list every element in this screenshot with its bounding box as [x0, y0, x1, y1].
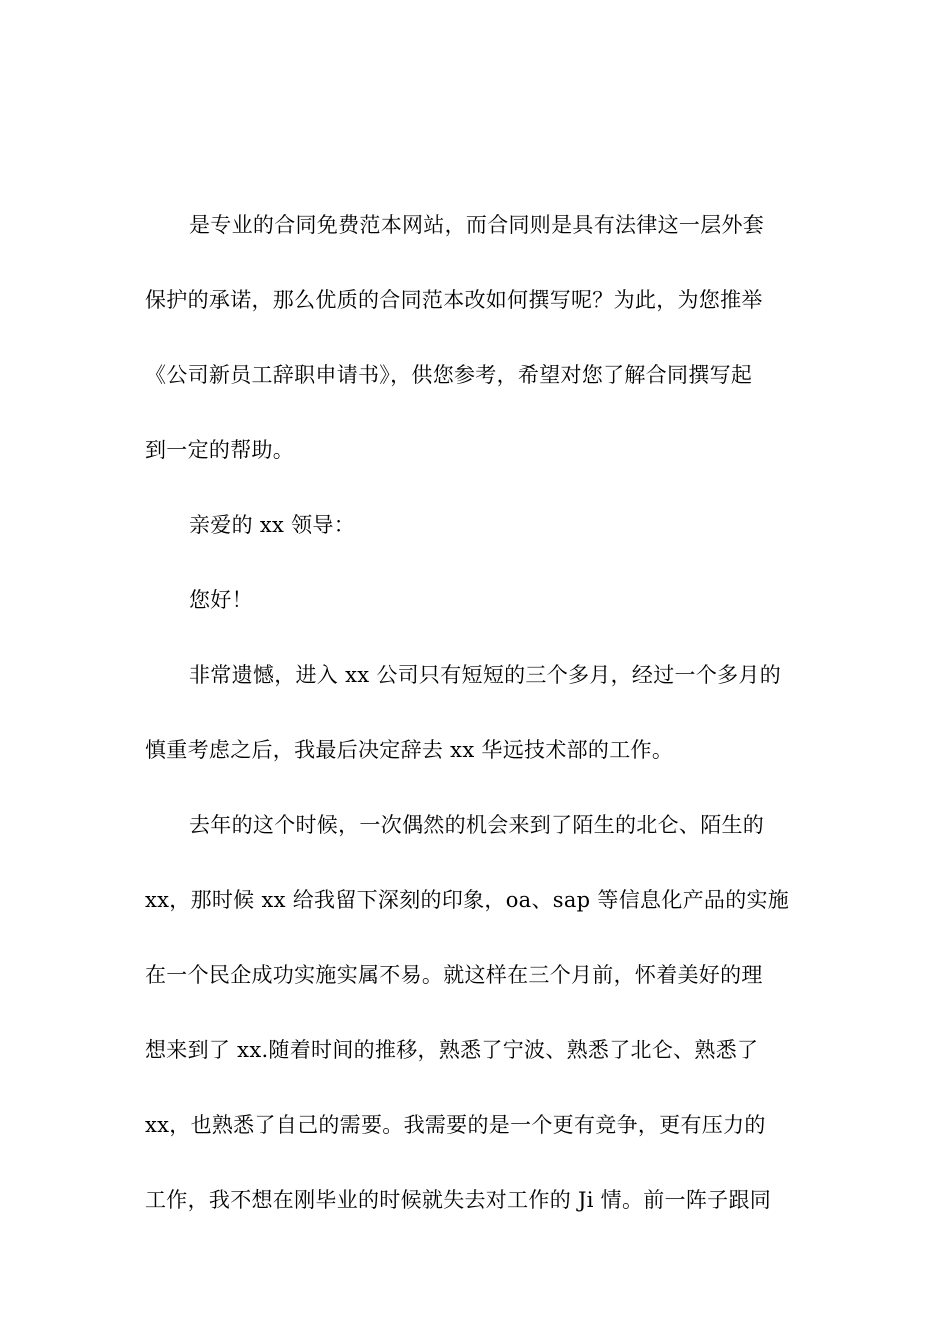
paragraph-story-line-6: 工作，我不想在刚毕业的时候就失去对工作的 Ji 情。前一阵子跟同: [145, 1188, 772, 1212]
paragraph-intro-line-3: 《公司新员工辞职申请书》，供您参考，希望对您了解合同撰写起: [145, 363, 753, 387]
paragraph-intro-line-2: 保护的承诺，那么优质的合同范本改如何撰写呢？为此，为您推举: [145, 288, 763, 312]
paragraph-intro-line-1: 是专业的合同免费范本网站，而合同则是具有法律这一层外套: [189, 213, 765, 237]
paragraph-story-line-1: 去年的这个时候，一次偶然的机会来到了陌生的北仑、陌生的: [189, 813, 765, 837]
paragraph-story-line-3: 在一个民企成功实施实属不易。就这样在三个月前，怀着美好的理: [145, 963, 763, 987]
paragraph-decision-line-1: 非常遗憾，进入 xx 公司只有短短的三个多月，经过一个多月的: [189, 663, 782, 687]
paragraph-story-line-2: xx，那时候 xx 给我留下深刻的印象，oa、sap 等信息化产品的实施: [145, 888, 790, 912]
paragraph-story-line-5: xx，也熟悉了自己的需要。我需要的是一个更有竞争，更有压力的: [145, 1113, 766, 1137]
greeting: 您好！: [189, 588, 253, 612]
salutation: 亲爱的 xx 领导：: [189, 513, 356, 537]
paragraph-story-line-4: 想来到了 xx.随着时间的推移，熟悉了宁波、熟悉了北仑、熟悉了: [145, 1038, 759, 1062]
paragraph-intro-line-4: 到一定的帮助。: [145, 438, 295, 462]
paragraph-decision-line-2: 慎重考虑之后，我最后决定辞去 xx 华远技术部的工作。: [145, 738, 674, 762]
